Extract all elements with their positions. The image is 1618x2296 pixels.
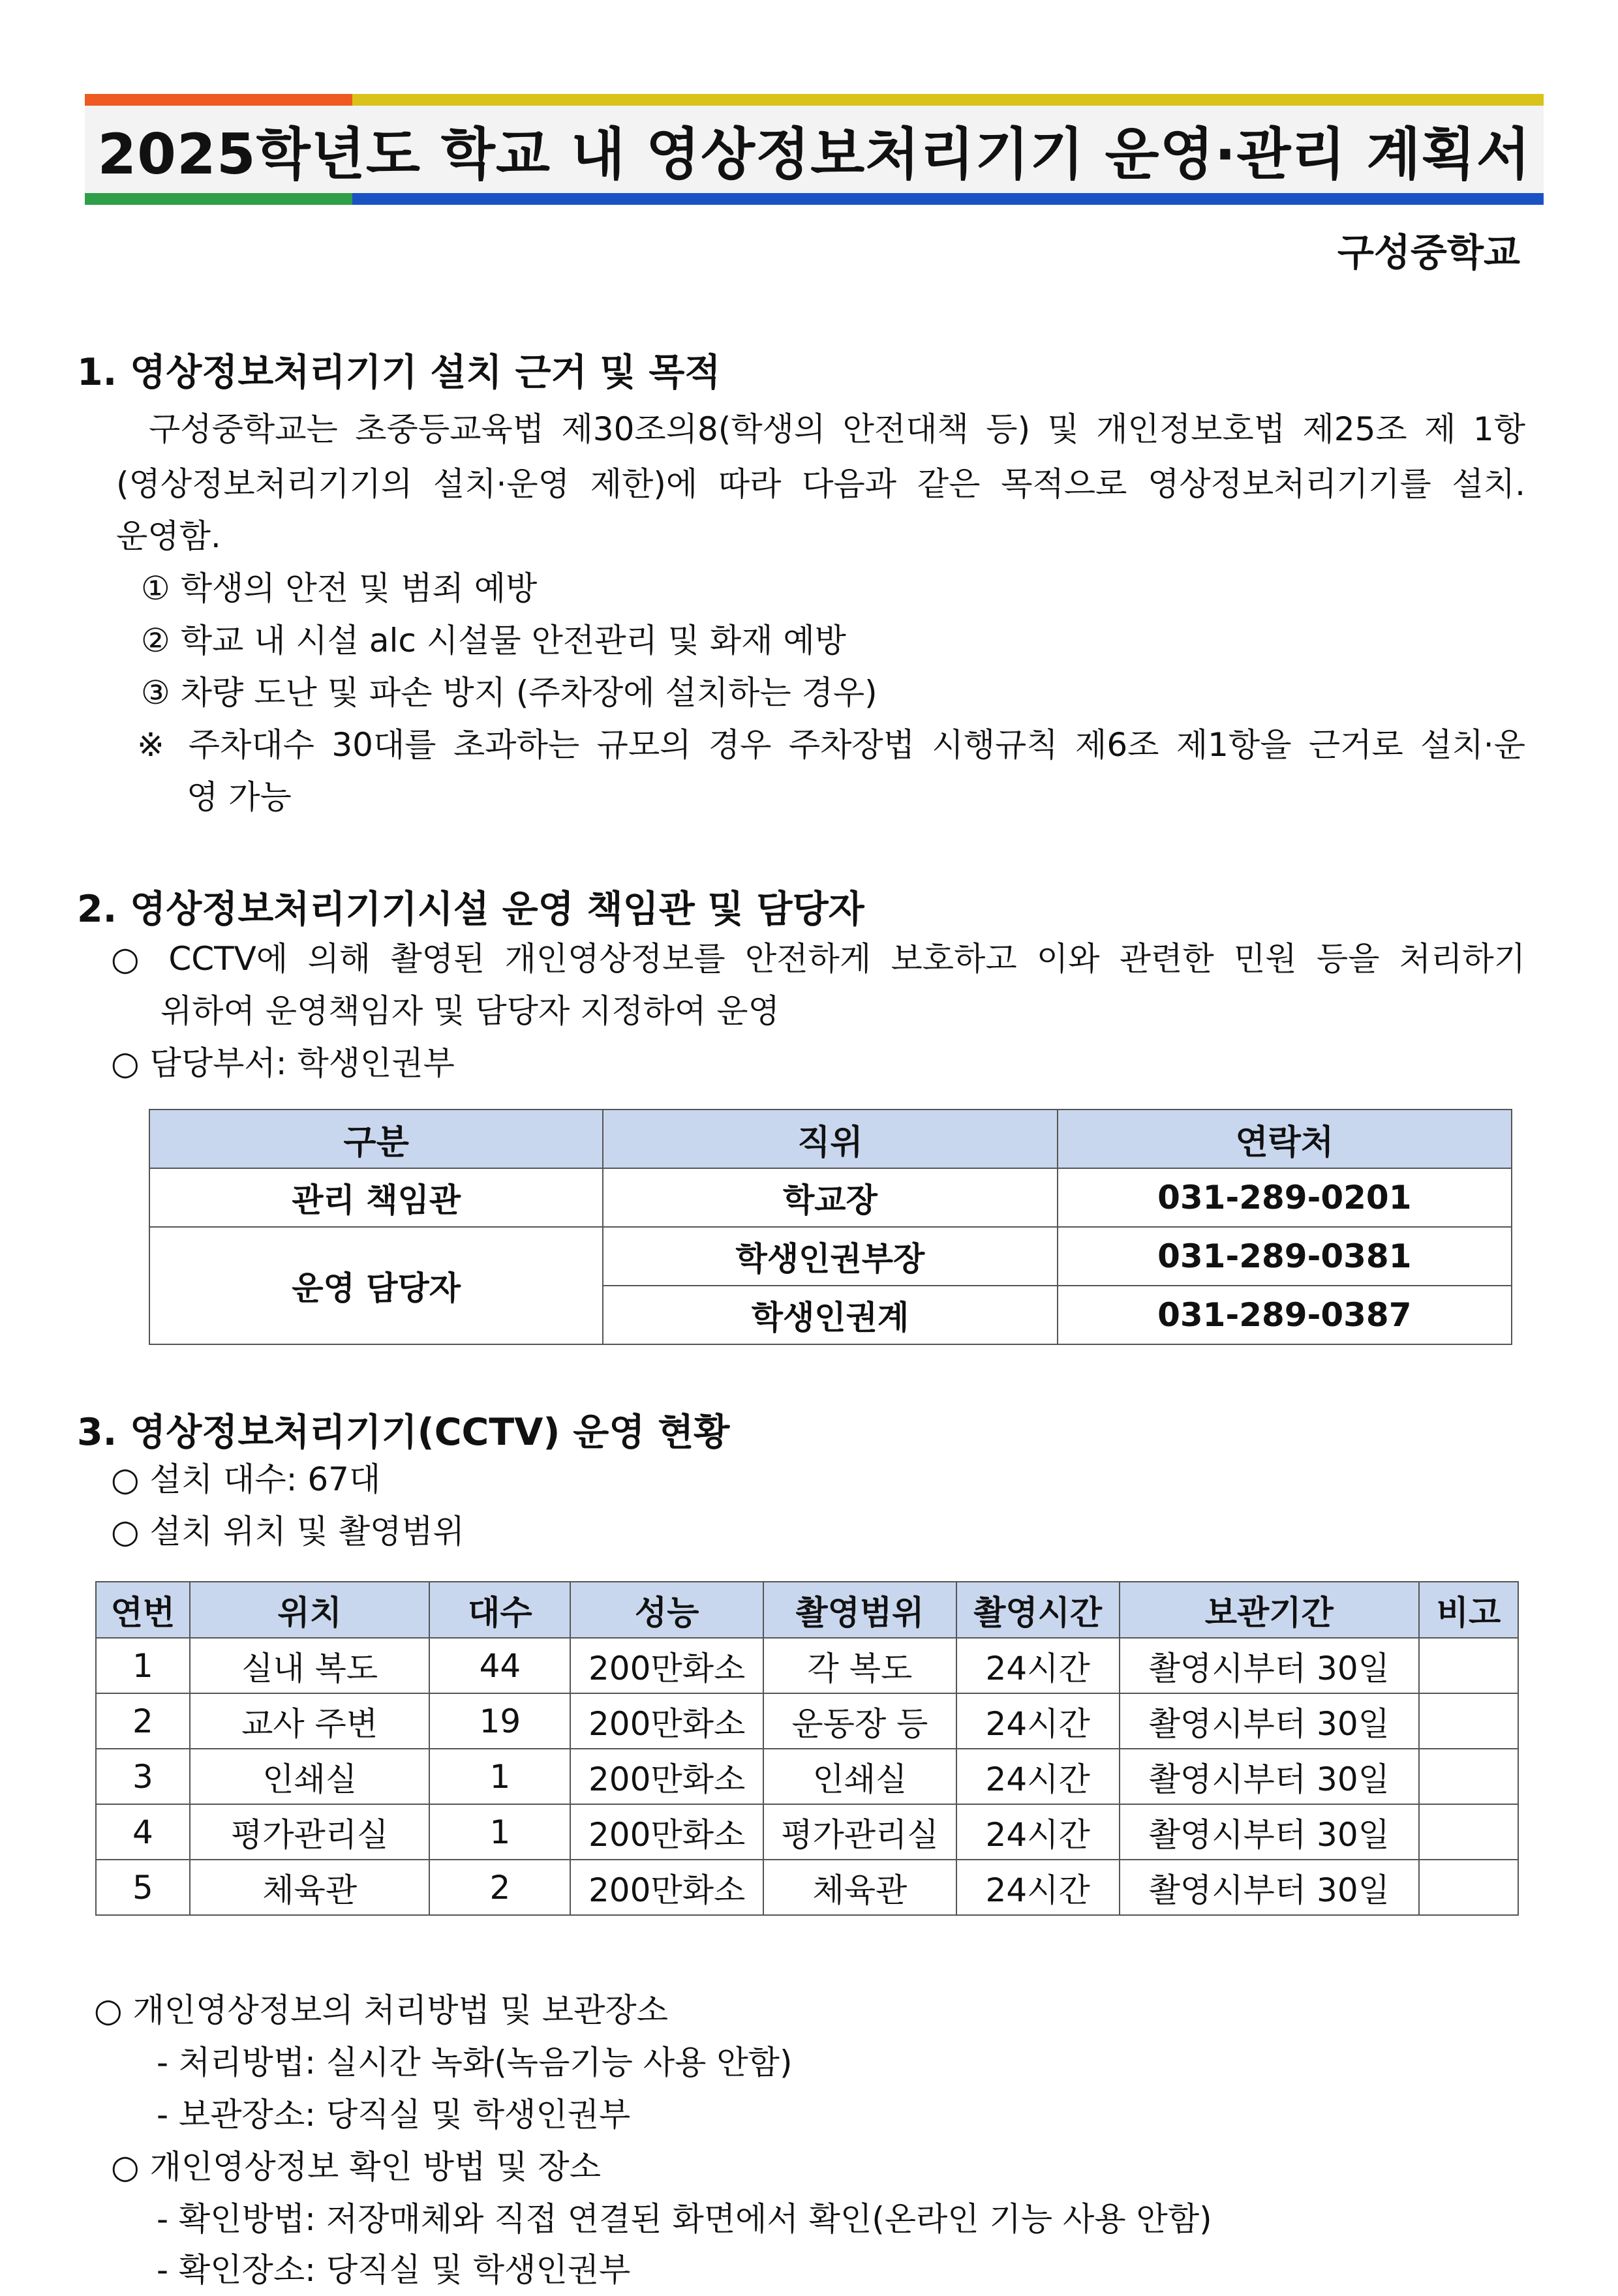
manager-label: 관리 책임관	[149, 1168, 603, 1227]
section2-heading: 2. 영상정보처리기기시설 운영 책임관 및 담당자	[77, 888, 864, 931]
table-header-row	[96, 1582, 1518, 1638]
purpose-item-1: ① 학생의 안전 및 범죄 예방	[141, 569, 538, 607]
cell-range: 운동장 등	[763, 1693, 956, 1749]
col-header-count: 대수	[429, 1582, 570, 1638]
col-header-range: 촬영범위	[763, 1582, 956, 1638]
cctv-status-table	[95, 1581, 1519, 1916]
purpose-item-3: ③ 차량 도난 및 파손 방지 (주차장에 설치하는 경우)	[141, 674, 878, 712]
cell-no: 5	[96, 1860, 190, 1915]
cell-count: 19	[429, 1693, 570, 1749]
section3-heading: 3. 영상정보처리기기(CCTV) 운영 현황	[77, 1411, 730, 1454]
cell-range: 각 복도	[763, 1638, 956, 1693]
cell-retention: 촬영시부터 30일	[1120, 1860, 1420, 1915]
table-row	[149, 1168, 1512, 1227]
staff-label: 운영 담당자	[149, 1227, 603, 1344]
cell-note	[1419, 1860, 1518, 1915]
cell-time: 24시간	[956, 1638, 1120, 1693]
section1-para-line2: (영상정보처리기기의 설치·운영 제한)에 따라 다음과 같은 목적으로 영상정보처리기기를 설치.	[116, 465, 1525, 503]
responsibility-table	[149, 1109, 1512, 1345]
check-bullet: ○ 개인영상정보 확인 방법 및 장소	[111, 2148, 601, 2186]
cell-spec: 200만화소	[570, 1749, 763, 1804]
col-header-contact: 연락처	[1058, 1110, 1512, 1168]
cell-count: 44	[429, 1638, 570, 1693]
cell-retention: 촬영시부터 30일	[1120, 1749, 1420, 1804]
table-row	[96, 1804, 1518, 1860]
manager-position: 학교장	[603, 1168, 1057, 1227]
manager-phone: 031-289-0201	[1058, 1168, 1512, 1227]
cell-time: 24시간	[956, 1804, 1120, 1860]
cell-note	[1419, 1638, 1518, 1693]
cell-no: 4	[96, 1804, 190, 1860]
cell-count: 2	[429, 1860, 570, 1915]
cell-spec: 200만화소	[570, 1860, 763, 1915]
col-header-no: 연번	[96, 1582, 190, 1638]
staff-phone-2: 031-289-0387	[1058, 1286, 1512, 1344]
section3-bullet1: ○ 설치 대수: 67대	[111, 1460, 381, 1498]
cell-spec: 200만화소	[570, 1804, 763, 1860]
check-method: - 확인방법: 저장매체와 직접 연결된 화면에서 확인(온라인 기능 사용 안함)	[157, 2200, 1212, 2238]
processing-method: - 처리방법: 실시간 녹화(녹음기능 사용 안함)	[157, 2044, 793, 2081]
cell-retention: 촬영시부터 30일	[1120, 1804, 1420, 1860]
col-header-location: 위치	[190, 1582, 430, 1638]
purpose-item-2: ② 학교 내 시설 alc 시설물 안전관리 및 화재 예방	[141, 622, 846, 659]
section2-bullet1-line1: ○ CCTV에 의해 촬영된 개인영상정보를 안전하게 보호하고 이와 관련한 민원 등을 처리하기	[111, 940, 1525, 978]
processing-bullet: ○ 개인영상정보의 처리방법 및 보관장소	[94, 1991, 669, 2029]
cell-time: 24시간	[956, 1749, 1120, 1804]
parking-note-line2: 영 가능	[187, 778, 292, 816]
section2-bullet2: ○ 담당부서: 학생인권부	[111, 1044, 455, 1082]
check-place: - 확인장소: 당직실 및 학생인권부	[157, 2251, 631, 2289]
cell-spec: 200만화소	[570, 1638, 763, 1693]
table-row	[96, 1638, 1518, 1693]
table-row	[96, 1749, 1518, 1804]
cell-range: 체육관	[763, 1860, 956, 1915]
cell-range: 인쇄실	[763, 1749, 956, 1804]
parking-note-line1: ※ 주차대수 30대를 초과하는 규모의 경우 주차장법 시행규칙 제6조 제1항을 근거로 설치·운	[137, 726, 1525, 764]
cell-retention: 촬영시부터 30일	[1120, 1693, 1420, 1749]
cell-location: 교사 주변	[190, 1693, 430, 1749]
staff-position-2: 학생인권계	[603, 1286, 1057, 1344]
cell-time: 24시간	[956, 1860, 1120, 1915]
cell-note	[1419, 1693, 1518, 1749]
col-header-spec: 성능	[570, 1582, 763, 1638]
school-name: 구성중학교	[1337, 230, 1520, 275]
section2-bullet1-line2: 위하여 운영책임자 및 담당자 지정하여 운영	[160, 992, 780, 1030]
col-header-time: 촬영시간	[956, 1582, 1120, 1638]
cell-no: 1	[96, 1638, 190, 1693]
title-bar-top-orange	[85, 94, 352, 106]
table-row	[149, 1227, 1512, 1286]
table-header-row	[149, 1110, 1512, 1168]
cell-location: 실내 복도	[190, 1638, 430, 1693]
cell-location: 평가관리실	[190, 1804, 430, 1860]
section1-para-line3: 운영함.	[116, 517, 221, 555]
processing-storage: - 보관장소: 당직실 및 학생인권부	[157, 2096, 631, 2134]
cell-time: 24시간	[956, 1693, 1120, 1749]
title-bar-bottom-blue	[352, 193, 1544, 205]
cell-retention: 촬영시부터 30일	[1120, 1638, 1420, 1693]
section1-para-line1: 구성중학교는 초중등교육법 제30조의8(학생의 안전대책 등) 및 개인정보호법 제25조 제 1항	[149, 410, 1525, 448]
col-header-retention: 보관기간	[1120, 1582, 1420, 1638]
page-title: 2025학년도 학교 내 영상정보처리기기 운영·관리 계획서	[97, 122, 1531, 187]
table-row	[96, 1693, 1518, 1749]
cell-no: 3	[96, 1749, 190, 1804]
cell-location: 인쇄실	[190, 1749, 430, 1804]
cell-location: 체육관	[190, 1860, 430, 1915]
col-header-category: 구분	[149, 1110, 603, 1168]
title-bar-bottom-green	[85, 193, 352, 205]
col-header-position: 직위	[603, 1110, 1057, 1168]
cell-count: 1	[429, 1749, 570, 1804]
cell-no: 2	[96, 1693, 190, 1749]
staff-position-1: 학생인권부장	[603, 1227, 1057, 1286]
section1-heading: 1. 영상정보처리기기 설치 근거 및 목적	[77, 351, 721, 394]
table-row	[96, 1860, 1518, 1915]
cell-spec: 200만화소	[570, 1693, 763, 1749]
cell-count: 1	[429, 1804, 570, 1860]
title-bar-top-yellow	[352, 94, 1544, 106]
cell-range: 평가관리실	[763, 1804, 956, 1860]
cell-note	[1419, 1749, 1518, 1804]
col-header-note: 비고	[1419, 1582, 1518, 1638]
cell-note	[1419, 1804, 1518, 1860]
staff-phone-1: 031-289-0381	[1058, 1227, 1512, 1286]
section3-bullet2: ○ 설치 위치 및 촬영범위	[111, 1513, 465, 1550]
